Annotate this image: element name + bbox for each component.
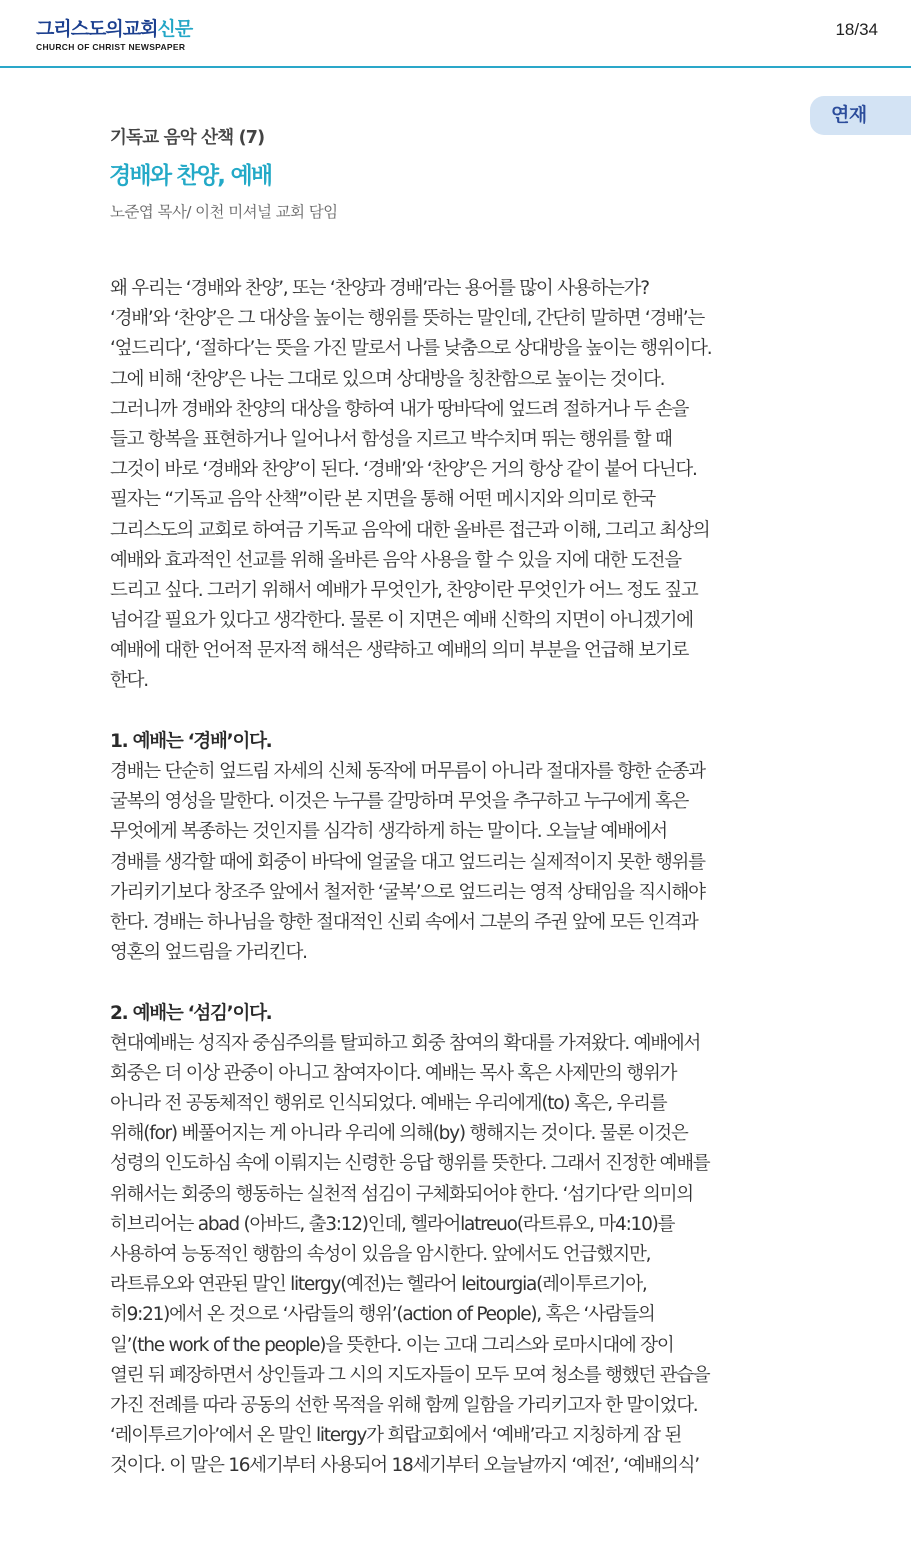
article-body bbox=[110, 274, 810, 1482]
body-line: 라트류오와 연관된 말인 litergy(예전)는 헬라어 leitourgia(레이투르기아, bbox=[110, 1274, 647, 1296]
page-number: 18/34 bbox=[835, 20, 878, 39]
masthead-korean-main: 그리스도의교회 bbox=[36, 18, 158, 40]
body-line: 왜 우리는 ‘경배와 찬양’, 또는 ‘찬양과 경배’라는 용어를 많이 사용하는가? bbox=[110, 278, 649, 299]
masthead-english: CHURCH OF CHRIST NEWSPAPER bbox=[36, 42, 186, 52]
body-line: 히9:21)에서 온 것으로 ‘사람들의 행위’(action of People), 혹은 ‘사람들의 bbox=[110, 1304, 655, 1326]
body-line: 현대예배는 성직자 중심주의를 탈피하고 회중 참여의 확대를 가져왔다. 예배에서 bbox=[110, 1032, 701, 1054]
article-title: 경배와 찬양, 예배 bbox=[109, 163, 272, 189]
body-line: 가진 전례를 따라 공동의 선한 목적을 위해 함께 일함을 가리키고자 한 말이었다. bbox=[110, 1394, 698, 1416]
body-line: 한다. 경배는 하나님을 향한 절대적인 신뢰 속에서 그분의 주권 앞에 모든 인격과 bbox=[110, 911, 698, 933]
body-line: 회중은 더 이상 관중이 아니고 참여자이다. 예배는 목사 혹은 사제만의 행위가 bbox=[110, 1062, 677, 1084]
body-line: 예배와 효과적인 선교를 위해 올바른 음악 사용을 할 수 있을 지에 대한 도전을 bbox=[110, 549, 681, 571]
body-line: ‘엎드리다’, ‘절하다’는 뜻을 가진 말로서 나를 낮춤으로 상대방을 높이는 행위이다. bbox=[110, 338, 712, 360]
body-line: 들고 항복을 표현하거나 일어나서 함성을 지르고 박수치며 뛰는 행위를 할 때 bbox=[110, 428, 672, 450]
body-line: 사용하여 능동적인 행함의 속성이 있음을 암시한다. 앞에서도 언급했지만, bbox=[110, 1244, 651, 1265]
author-byline: 노준엽 목사/ 이천 미셔널 교회 담임 bbox=[110, 203, 338, 221]
body-line: 넘어갈 필요가 있다고 생각한다. 물론 이 지면은 예배 신학의 지면이 아니겠기에 bbox=[110, 610, 693, 632]
body-line: 그에 비해 ‘찬양’은 나는 그대로 있으며 상대방을 칭찬함으로 높이는 것이다. bbox=[110, 368, 665, 390]
body-line: 그것이 바로 ‘경배와 찬양’이 된다. ‘경배’와 ‘찬양’은 거의 항상 같이 붙어 다닌다. bbox=[110, 459, 697, 481]
section-tab-serial: 연재 bbox=[810, 96, 911, 135]
section-1 bbox=[110, 727, 810, 969]
body-line: 것이다. 이 말은 16세기부터 사용되어 18세기부터 오늘날까지 ‘예전’, ‘예배의식’ bbox=[110, 1455, 699, 1477]
body-line: ‘경배’와 ‘찬양’은 그 대상을 높이는 행위를 뜻하는 말인데, 간단히 말하면 ‘경배’는 bbox=[110, 308, 704, 330]
body-line: 경배는 단순히 엎드림 자세의 신체 동작에 머무름이 아니라 절대자를 향한 순종과 bbox=[110, 761, 705, 782]
paragraph-spacer bbox=[110, 968, 810, 998]
body-line: 위해(for) 베풀어지는 게 아니라 우리에 의해(by) 행해지는 것이다. 물론 이것은 bbox=[110, 1123, 688, 1145]
body-line: 일’(the work of the people)을 뜻한다. 이는 고대 그리스와 로마시대에 장이 bbox=[110, 1334, 674, 1356]
body-line: 영혼의 엎드림을 가리킨다. bbox=[110, 942, 307, 964]
body-line: 히브리어는 abad (아바드, 출3:12)인데, 헬라어latreuo(라트류오, 마4:10)를 bbox=[110, 1213, 675, 1235]
newspaper-masthead bbox=[36, 18, 192, 53]
paragraph-spacer bbox=[110, 697, 810, 727]
body-line: 그리스도의 교회로 하여금 기독교 음악에 대한 올바른 접근과 이해, 그리고 최상의 bbox=[110, 519, 710, 541]
series-title: 기독교 음악 산책 (7) bbox=[110, 128, 265, 148]
section-2 bbox=[110, 999, 810, 1482]
body-line: 굴복의 영성을 말한다. 이것은 누구를 갈망하며 무엇을 추구하고 누구에게 혹은 bbox=[110, 791, 689, 813]
intro-paragraph bbox=[110, 274, 810, 697]
masthead-korean-accent: 신문 bbox=[157, 18, 193, 40]
body-line: ‘레이투르기아’에서 온 말인 litergy가 희랍교회에서 ‘예배’라고 지칭하게 잠 된 bbox=[110, 1425, 682, 1447]
body-line: 무엇에게 복종하는 것인지를 심각히 생각하게 하는 말이다. 오늘날 예배에서 bbox=[110, 821, 667, 843]
body-line: 경배를 생각할 때에 회중이 바닥에 얼굴을 대고 엎드리는 실제적이지 못한 행위를 bbox=[110, 851, 705, 873]
body-line: 열린 뒤 폐장하면서 상인들과 그 시의 지도자들이 모두 모여 청소를 행했던 관습을 bbox=[110, 1364, 710, 1386]
body-line: 아니라 전 공동체적인 행위로 인식되었다. 예배는 우리에게(to) 혹은, 우리를 bbox=[110, 1093, 667, 1115]
masthead-korean bbox=[36, 18, 192, 40]
body-line: 성령의 인도하심 속에 이뤄지는 신령한 응답 행위를 뜻한다. 그래서 진정한 예배를 bbox=[110, 1153, 710, 1175]
body-line: 그러니까 경배와 찬양의 대상을 향하여 내가 땅바닥에 엎드려 절하거나 두 손을 bbox=[110, 398, 689, 420]
body-line: 위해서는 회중의 행동하는 실천적 섬김이 구체화되어야 한다. ‘섬기다’란 의미의 bbox=[110, 1183, 693, 1205]
section-2-heading: 2. 예배는 ‘섬김’이다. bbox=[110, 1002, 272, 1024]
body-line: 예배에 대한 언어적 문자적 해석은 생략하고 예배의 의미 부분을 언급해 보기로 bbox=[110, 640, 689, 662]
section-1-heading: 1. 예배는 ‘경배’이다. bbox=[110, 730, 272, 752]
body-line: 가리키기보다 창조주 앞에서 철저한 ‘굴복’으로 엎드리는 영적 상태임을 직시해야 bbox=[110, 881, 705, 903]
body-line: 한다. bbox=[110, 670, 148, 692]
body-line: 드리고 싶다. 그러기 위해서 예배가 무엇인가, 찬양이란 무엇인가 어느 정도 짚고 bbox=[110, 579, 698, 601]
body-line: 필자는 “기독교 음악 산책”이란 본 지면을 통해 어떤 메시지와 의미로 한국 bbox=[110, 489, 655, 511]
page-header bbox=[0, 0, 911, 68]
